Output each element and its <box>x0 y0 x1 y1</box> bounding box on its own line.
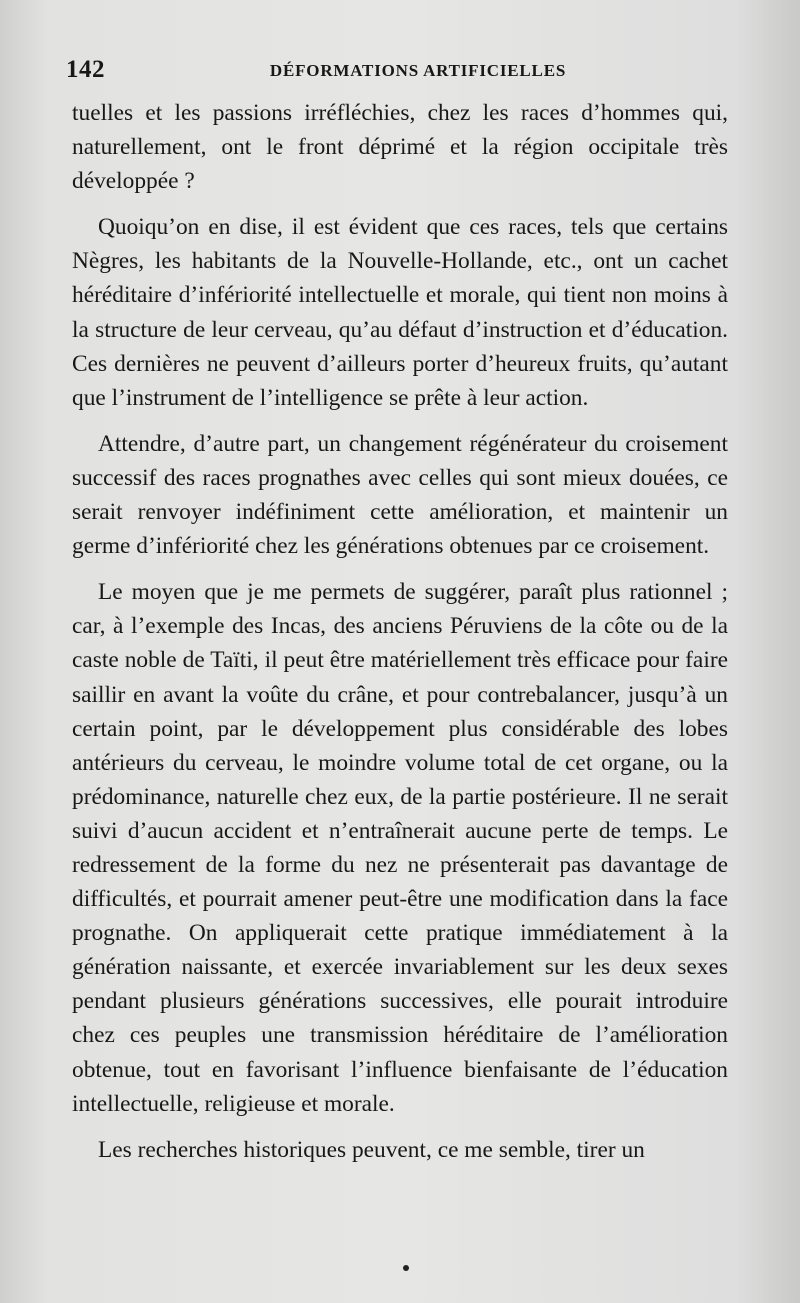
paragraph: Le moyen que je me permets de suggérer, paraît plus rationnel ; car, à l’exemple des Incas, des anciens Péruviens de la côte ou de la caste noble de Taïti, il peut être matériellement très efficace pour faire saillir en avant la voûte du crâne, et pour contrebalancer, jusqu’à un certain point, par le développement plus considérable des lobes antérieurs du cerveau, le moindre volume total de cet organe, ou la prédominance, naturelle chez eux, de la partie postérieure. Il ne serait suivi d’aucun accident et n’entraînerait aucune perte de temps. Le redressement de la forme du nez ne présenterait pas davantage de difficultés, et pourrait amener peut-être une modification dans la face prognathe. On appliquerait cette pratique immédiatement à la génération naissante, et exercée invariablement sur les deux sexes pendant plusieurs générations successives, elle pourait introduire chez ces peuples une transmission héréditaire de l’amélioration obtenue, tout en favorisant l’influence bienfaisante de l’éducation intellectuelle, religieuse et morale. <box>72 579 728 1117</box>
signature-mark <box>403 1265 409 1271</box>
page-number: 142 <box>66 56 105 83</box>
paragraph: tuelles et les passions irréfléchies, chez les races d’hommes qui, naturellement, ont le front déprimé et la région occipitale très développée ? <box>72 100 728 195</box>
running-head: DÉFORMATIONS ARTIFICIELLES <box>269 61 567 80</box>
paragraph: Quoiqu’on en dise, il est évident que ces races, tels que certains Nègres, les habitants de la Nouvelle-Hollande, etc., ont un cachet héréditaire d’infériorité intellectuelle et morale, qui tient non moins à la structure de leur cerveau, qu’au défaut d’instruction et d’éducation. Ces dernières ne peuvent d’ailleurs porter d’heureux fruits, qu’autant que l’instrument de l’intelligence se prête à leur action. <box>72 214 728 411</box>
page-body <box>72 96 728 1179</box>
paragraph: Les recherches historiques peuvent, ce me semble, tirer un <box>98 1136 645 1163</box>
paragraph: Attendre, d’autre part, un changement régénérateur du croisement successif des races prognathes avec celles qui sont mieux douées, ce serait renvoyer indéfiniment cette amélioration, et maintenir un germe d’infériorité chez les générations obtenues par ce croisement. <box>72 430 728 560</box>
page-header <box>66 56 730 90</box>
